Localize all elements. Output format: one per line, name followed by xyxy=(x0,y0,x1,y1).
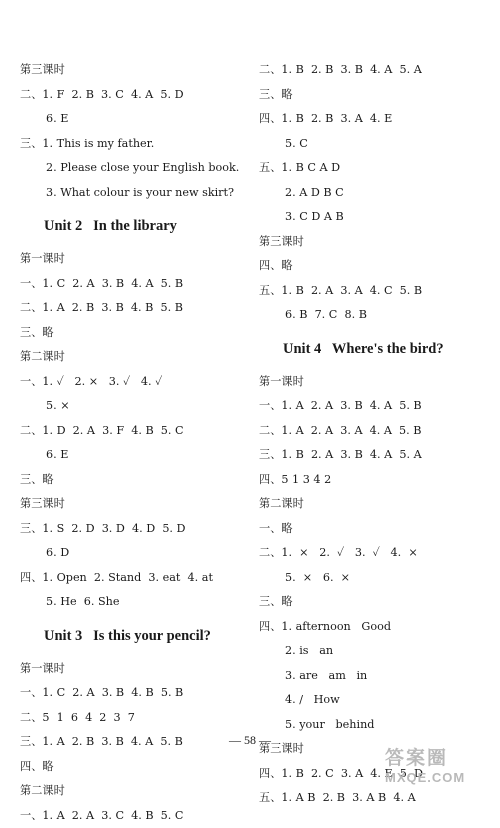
answer-line: 6. E xyxy=(20,443,242,468)
unit-heading: Unit 2 In the library xyxy=(20,205,242,247)
answer-line: 一、略 xyxy=(259,517,481,542)
page-number: — 58 — xyxy=(0,733,500,748)
answer-line: 5. C xyxy=(259,132,481,157)
unit-heading: Unit 4 Where's the bird? xyxy=(259,328,481,370)
answer-line: 三、略 xyxy=(259,590,481,615)
answer-line: 二、1. D 2. A 3. F 4. B 5. C xyxy=(20,419,242,444)
answer-line: 五、1. B 2. A 3. A 4. C 5. B xyxy=(259,279,481,304)
watermark-text: 答案圈 xyxy=(385,748,495,770)
answer-line: 四、1. Open 2. Stand 3. eat 4. at xyxy=(20,566,242,591)
answer-line: 3. What colour is your new skirt? xyxy=(20,181,242,206)
answer-line: 四、略 xyxy=(259,254,481,279)
answer-line: 一、1. A 2. A 3. C 4. B 5. C xyxy=(20,804,242,828)
answer-line: 四、略 xyxy=(20,755,242,780)
answer-line: 二、1. × 2. ✓ 3. ✓ 4. × xyxy=(259,541,481,566)
answer-line: 2. A D B C xyxy=(259,181,481,206)
answer-line: 一、1. A 2. A 3. B 4. A 5. B xyxy=(259,394,481,419)
answer-line: 3. C D A B xyxy=(259,205,481,230)
left-answer-column xyxy=(20,58,242,828)
answer-line: 第二课时 xyxy=(20,345,242,370)
answer-line: 五、1. A B 2. B 3. A B 4. A xyxy=(259,786,481,811)
unit-heading: Unit 3 Is this your pencil? xyxy=(20,615,242,657)
answer-line: 三、略 xyxy=(20,321,242,346)
answer-line: 第一课时 xyxy=(20,247,242,272)
answer-line: 五、1. B C A D xyxy=(259,156,481,181)
answer-line: 二、1. B 2. B 3. B 4. A 5. A xyxy=(259,58,481,83)
answer-line: 三、略 xyxy=(20,468,242,493)
answer-line: 3. are am in xyxy=(259,664,481,689)
answer-line: 一、1. ✓ 2. × 3. ✓ 4. ✓ xyxy=(20,370,242,395)
answer-line: 6. B 7. C 8. B xyxy=(259,303,481,328)
answer-line: 第一课时 xyxy=(20,657,242,682)
right-answer-column xyxy=(259,58,481,811)
answer-line: 第二课时 xyxy=(259,492,481,517)
answer-line: 5. × xyxy=(20,394,242,419)
answer-line: 四、1. B 2. C 3. A 4. E 5. D xyxy=(259,762,481,787)
answer-line: 三、1. B 2. A 3. B 4. A 5. A xyxy=(259,443,481,468)
answer-line: 4. / How xyxy=(259,688,481,713)
answer-line: 2. is an xyxy=(259,639,481,664)
answer-line: 四、1. afternoon Good xyxy=(259,615,481,640)
answer-line: 二、1. A 2. B 3. B 4. B 5. B xyxy=(20,296,242,321)
answer-line: 第三课时 xyxy=(259,737,481,762)
answer-line: 一、1. C 2. A 3. B 4. A 5. B xyxy=(20,272,242,297)
watermark-url: MXQE.COM xyxy=(385,770,495,785)
answer-line: 一、1. C 2. A 3. B 4. B 5. B xyxy=(20,681,242,706)
answer-line: 第三课时 xyxy=(20,58,242,83)
answer-line: 二、5 1 6 4 2 3 7 xyxy=(20,706,242,731)
answer-line: 三、1. S 2. D 3. D 4. D 5. D xyxy=(20,517,242,542)
answer-line: 三、1. This is my father. xyxy=(20,132,242,157)
answer-line: 三、略 xyxy=(259,83,481,108)
answer-line: 四、5 1 3 4 2 xyxy=(259,468,481,493)
answer-line: 第三课时 xyxy=(259,230,481,255)
answer-line: 第二课时 xyxy=(20,779,242,804)
answer-line: 5. your behind xyxy=(259,713,481,738)
answer-line: 二、1. F 2. B 3. C 4. A 5. D xyxy=(20,83,242,108)
answer-line: 四、1. B 2. B 3. A 4. E xyxy=(259,107,481,132)
answer-line: 2. Please close your English book. xyxy=(20,156,242,181)
answer-line: 6. E xyxy=(20,107,242,132)
answer-line: 第三课时 xyxy=(20,492,242,517)
answer-line: 5. × 6. × xyxy=(259,566,481,591)
answer-line: 6. D xyxy=(20,541,242,566)
answer-line: 5. He 6. She xyxy=(20,590,242,615)
answer-line: 第一课时 xyxy=(259,370,481,395)
watermark-logo xyxy=(385,748,495,788)
answer-line: 三、1. A 2. B 3. B 4. A 5. B xyxy=(20,730,242,755)
answer-line: 二、1. A 2. A 3. A 4. A 5. B xyxy=(259,419,481,444)
